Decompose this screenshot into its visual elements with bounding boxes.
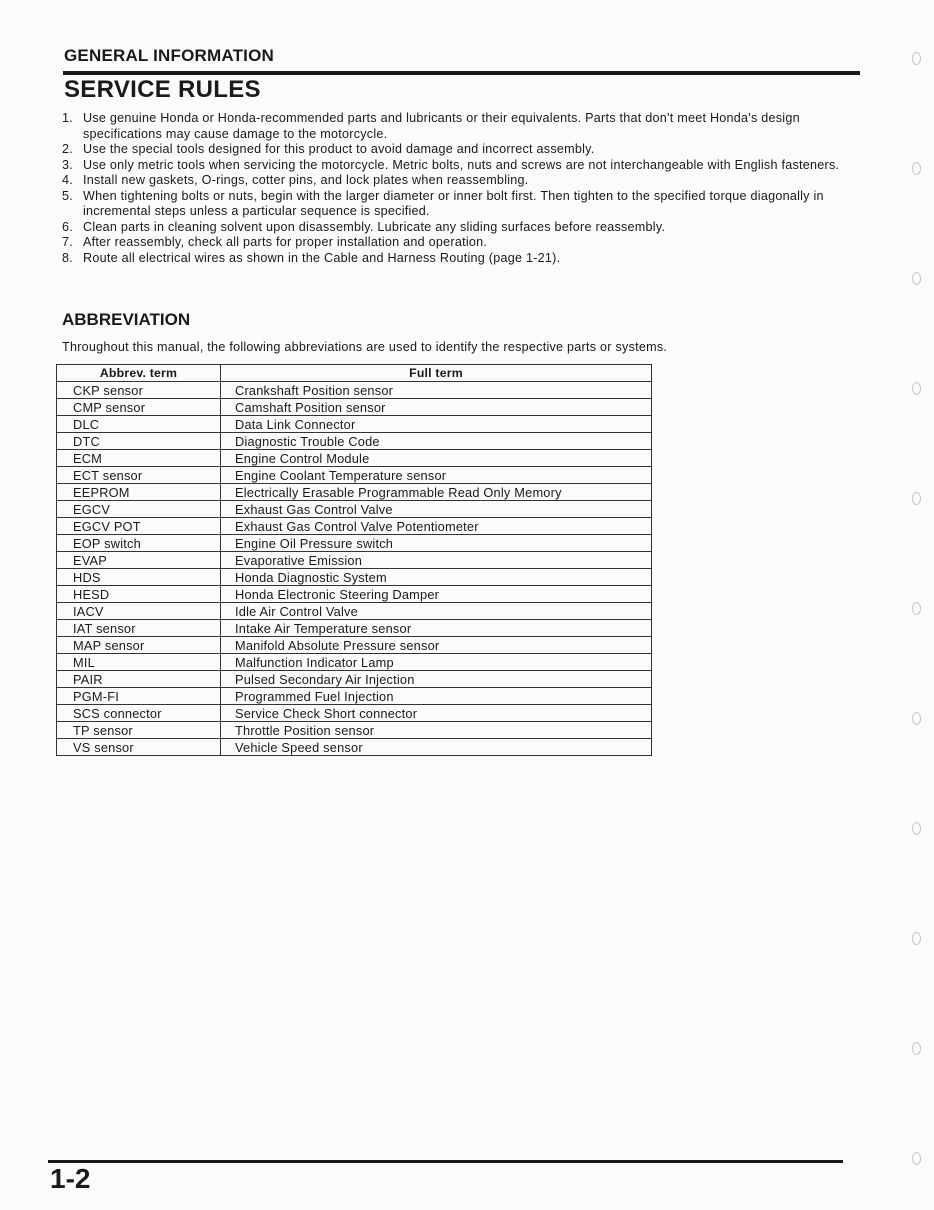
abbrev-cell: HDS <box>57 569 221 586</box>
full-term-cell: Exhaust Gas Control Valve Potentiometer <box>221 518 652 535</box>
table-row <box>57 637 652 654</box>
abbreviation-intro: Throughout this manual, the following abbreviations are used to identify the respective parts or systems. <box>62 340 668 354</box>
rule-text: Install new gaskets, O-rings, cotter pins, and lock plates when reassembling. <box>83 173 529 187</box>
table-row <box>57 620 652 637</box>
full-term-cell: Honda Electronic Steering Damper <box>221 586 652 603</box>
binder-hole <box>912 602 921 615</box>
binder-hole <box>912 52 921 65</box>
page-number: 1-2 <box>50 1163 91 1194</box>
abbrev-cell: SCS connector <box>57 705 221 722</box>
table-row <box>57 603 652 620</box>
table-header-row <box>57 365 652 382</box>
abbreviation-heading: ABBREVIATION <box>62 310 191 329</box>
full-term-cell: Intake Air Temperature sensor <box>221 620 652 637</box>
table-row <box>57 501 652 518</box>
abbrev-cell: MAP sensor <box>57 637 221 654</box>
full-term-cell: Programmed Fuel Injection <box>221 688 652 705</box>
service-rules-list <box>62 111 858 266</box>
rule-number: 3. <box>62 157 74 172</box>
abbrev-cell: IACV <box>57 603 221 620</box>
abbrev-cell: EVAP <box>57 552 221 569</box>
full-term-cell: Pulsed Secondary Air Injection <box>221 671 652 688</box>
service-rule-item <box>62 158 858 174</box>
table-row <box>57 433 652 450</box>
binder-hole <box>912 822 921 835</box>
abbrev-cell: PAIR <box>57 671 221 688</box>
rule-number: 4. <box>62 173 74 187</box>
rule-number: 6. <box>62 219 74 234</box>
binder-hole <box>912 932 921 945</box>
abbrev-cell: HESD <box>57 586 221 603</box>
abbrev-cell: EEPROM <box>57 484 221 501</box>
abbrev-cell: EGCV <box>57 501 221 518</box>
full-term-cell: Crankshaft Position sensor <box>221 382 652 399</box>
full-term-cell: Honda Diagnostic System <box>221 569 652 586</box>
table-row <box>57 671 652 688</box>
full-term-cell: Service Check Short connector <box>221 705 652 722</box>
abbrev-cell: CMP sensor <box>57 399 221 416</box>
section-header: GENERAL INFORMATION <box>64 46 274 65</box>
abbrev-cell: DLC <box>57 416 221 433</box>
rule-number: 8. <box>62 250 74 265</box>
table-row <box>57 518 652 535</box>
full-term-cell: Diagnostic Trouble Code <box>221 433 652 450</box>
full-term-cell: Vehicle Speed sensor <box>221 739 652 756</box>
service-rule-item <box>62 142 858 158</box>
rule-text: Route all electrical wires as shown in the Cable and Harness Routing (page 1-21). <box>83 250 561 265</box>
service-rule-item <box>62 235 858 251</box>
table-row <box>57 688 652 705</box>
rule-number: 5. <box>62 188 74 203</box>
table-row <box>57 416 652 433</box>
abbrev-cell: EGCV POT <box>57 518 221 535</box>
table-row <box>57 654 652 671</box>
full-term-cell: Malfunction Indicator Lamp <box>221 654 652 671</box>
binder-hole <box>912 162 921 175</box>
full-term-cell: Evaporative Emission <box>221 552 652 569</box>
rule-number: 7. <box>62 235 74 249</box>
full-term-cell: Exhaust Gas Control Valve <box>221 501 652 518</box>
table-row <box>57 467 652 484</box>
binder-hole <box>912 382 921 395</box>
rule-number: 1. <box>62 111 74 125</box>
abbrev-cell: CKP sensor <box>57 382 221 399</box>
full-term-cell: Idle Air Control Valve <box>221 603 652 620</box>
full-term-cell: Electrically Erasable Programmable Read Only Memory <box>221 484 652 501</box>
binder-hole <box>912 712 921 725</box>
abbreviation-table <box>56 364 652 756</box>
binder-hole <box>912 272 921 285</box>
abbrev-cell: EOP switch <box>57 535 221 552</box>
full-term-cell: Engine Control Module <box>221 450 652 467</box>
full-term-cell: Data Link Connector <box>221 416 652 433</box>
binder-hole <box>912 1152 921 1165</box>
rule-number: 2. <box>62 142 74 156</box>
header-rule <box>63 71 860 75</box>
column-header-abbrev: Abbrev. term <box>57 365 221 382</box>
abbrev-cell: VS sensor <box>57 739 221 756</box>
rule-text: After reassembly, check all parts for proper installation and operation. <box>83 235 488 249</box>
table-row <box>57 552 652 569</box>
table-row <box>57 722 652 739</box>
rule-text: Use only metric tools when servicing the motorcycle. Metric bolts, nuts and screws are not interchangeable with English fasteners. <box>83 157 840 172</box>
service-rule-item <box>62 251 858 267</box>
table-row <box>57 382 652 399</box>
table-row <box>57 399 652 416</box>
footer-rule <box>48 1160 843 1163</box>
table-row <box>57 739 652 756</box>
table-row <box>57 450 652 467</box>
service-rule-item <box>62 173 858 189</box>
full-term-cell: Camshaft Position sensor <box>221 399 652 416</box>
page-title: SERVICE RULES <box>64 76 261 103</box>
rule-text: Use the special tools designed for this product to avoid damage and incorrect assembly. <box>83 142 595 156</box>
table-row <box>57 484 652 501</box>
binder-hole <box>912 492 921 505</box>
table-row <box>57 705 652 722</box>
table-row <box>57 569 652 586</box>
abbrev-cell: DTC <box>57 433 221 450</box>
full-term-cell: Throttle Position sensor <box>221 722 652 739</box>
rule-text: Use genuine Honda or Honda-recommended parts and lubricants or their equivalents. Parts that don't meet Honda's design specifications may cause damage to the motorcycle. <box>83 111 800 141</box>
service-rule-item <box>62 220 858 236</box>
service-rule-item <box>62 111 858 142</box>
abbrev-cell: ECT sensor <box>57 467 221 484</box>
abbrev-cell: TP sensor <box>57 722 221 739</box>
abbrev-cell: IAT sensor <box>57 620 221 637</box>
abbrev-cell: PGM-FI <box>57 688 221 705</box>
binder-hole <box>912 1042 921 1055</box>
table-row <box>57 535 652 552</box>
abbrev-cell: MIL <box>57 654 221 671</box>
service-rule-item <box>62 189 858 220</box>
rule-text: Clean parts in cleaning solvent upon disassembly. Lubricate any sliding surfaces before reassembly. <box>83 219 666 234</box>
rule-text: When tightening bolts or nuts, begin with the larger diameter or inner bolt first. Then tighten to the specified torque diagonally in incremental steps unless a particular sequence is specified. <box>83 188 824 218</box>
full-term-cell: Manifold Absolute Pressure sensor <box>221 637 652 654</box>
full-term-cell: Engine Oil Pressure switch <box>221 535 652 552</box>
table-row <box>57 586 652 603</box>
abbrev-cell: ECM <box>57 450 221 467</box>
column-header-full: Full term <box>221 365 652 382</box>
full-term-cell: Engine Coolant Temperature sensor <box>221 467 652 484</box>
